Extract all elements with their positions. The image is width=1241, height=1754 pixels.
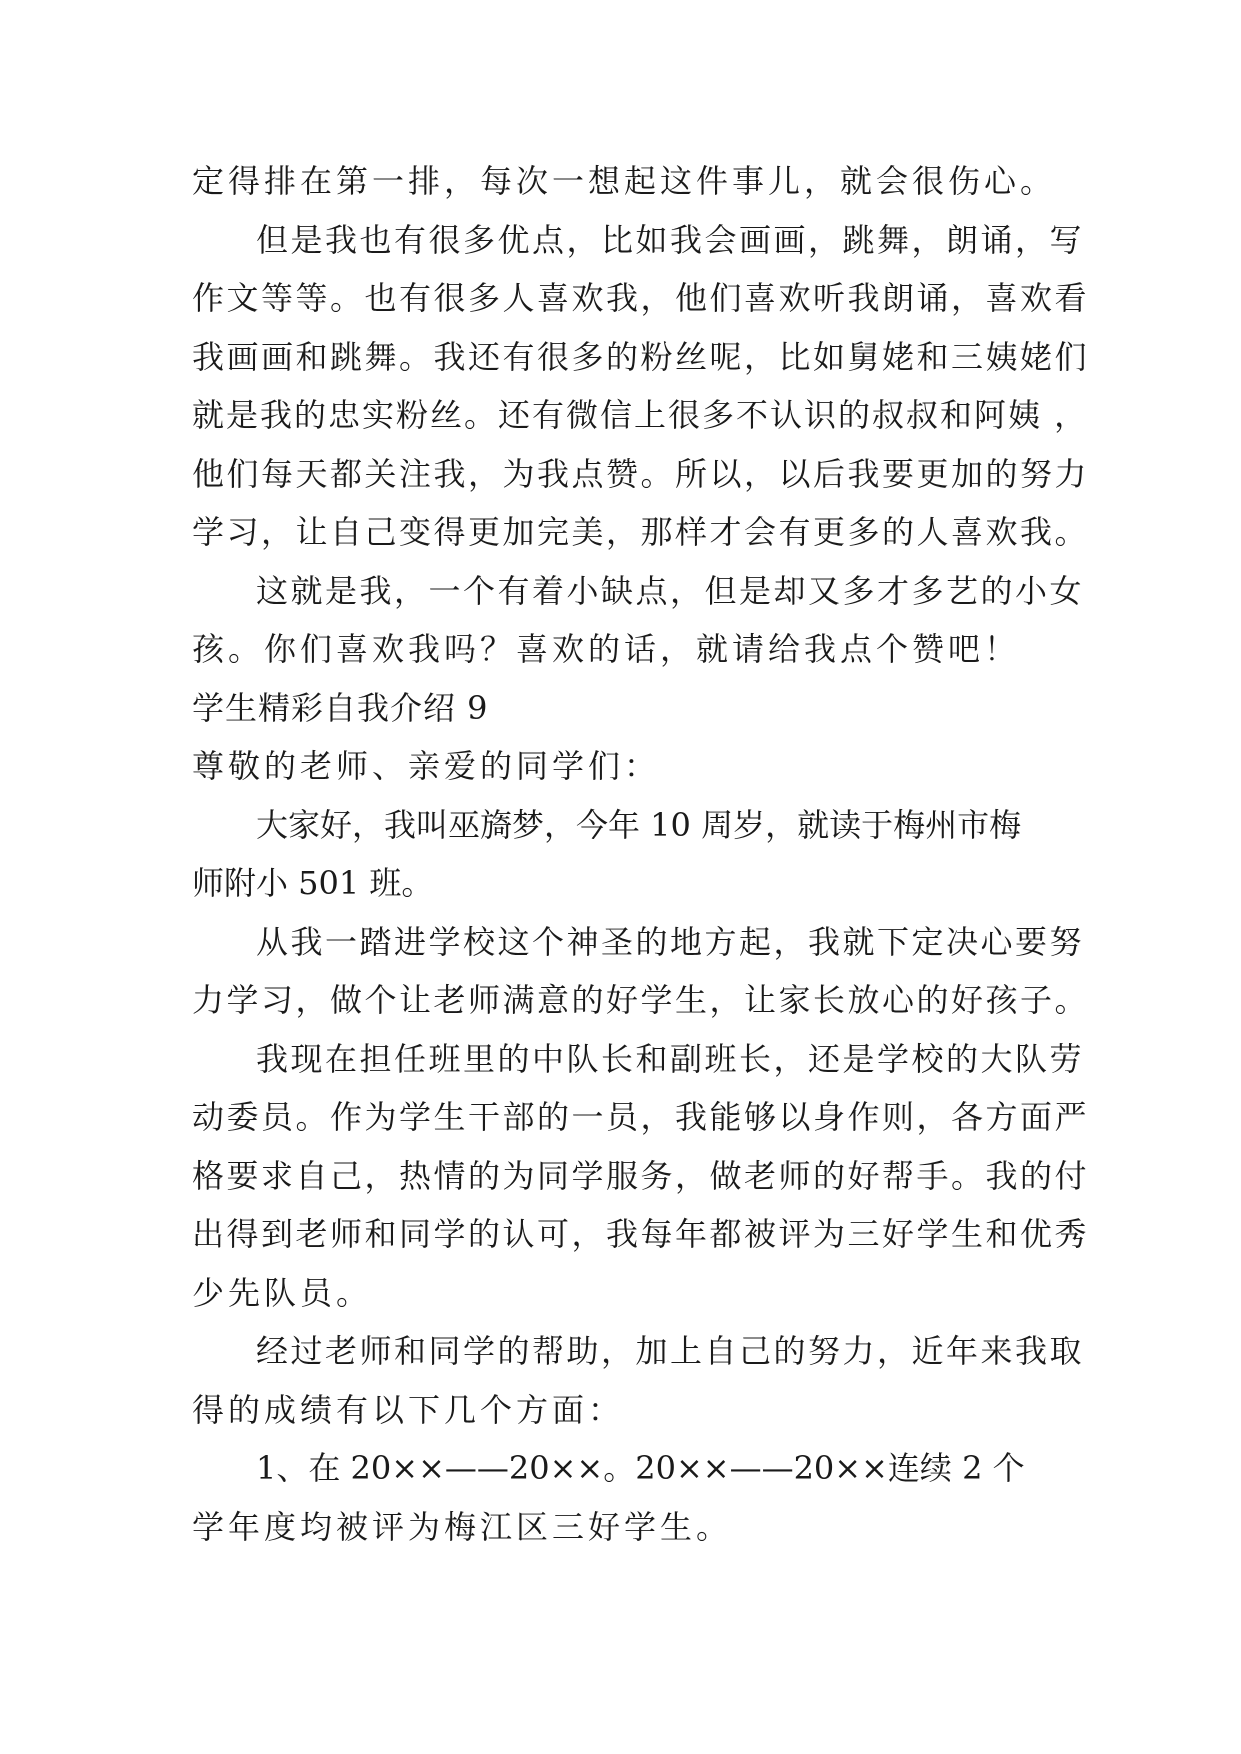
paragraph-line: 我现在担任班里的中队长和副班长，还是学校的大队劳 [256, 1039, 1085, 1078]
paragraph-line: 学习，让自己变得更加完美，那样才会有更多的人喜欢我。 [192, 513, 1090, 551]
paragraph-line: 师附小 501 班。 [192, 864, 434, 902]
paragraph-line: 得的成绩有以下几个方面： [192, 1390, 625, 1429]
paragraph-line: 但是我也有很多优点，比如我会画画，跳舞，朗诵，写 [256, 220, 1085, 259]
paragraph-line: 这就是我，一个有着小缺点，但是却又多才多艺的小女 [256, 571, 1085, 610]
salutation-line: 尊敬的老师、亲爱的同学们： [192, 747, 661, 785]
paragraph-line: 格要求自己，热情的为同学服务，做老师的好帮手。我的付 [192, 1156, 1090, 1195]
paragraph-line: 从我一踏进学校这个神圣的地方起，我就下定决心要努 [256, 922, 1085, 961]
paragraph-line: 就是我的忠实粉丝。还有微信上很多不认识的叔叔和阿姨 ， [192, 396, 1089, 434]
paragraph-line: 他们每天都关注我，为我点赞。所以，以后我要更加的努力 [192, 454, 1090, 493]
paragraph-line: 动委员。作为学生干部的一员，我能够以身作则，各方面严 [192, 1098, 1090, 1136]
paragraph-line: 出得到老师和同学的认可，我每年都被评为三好学生和优秀 [192, 1215, 1090, 1253]
list-item-line: 1、在 20××——20××。20××——20××连续 2 个 [256, 1449, 1025, 1487]
list-item-line: 学年度均被评为梅江区三好学生。 [192, 1507, 733, 1546]
paragraph-line: 少先队员。 [192, 1273, 373, 1312]
section-heading: 学生精彩自我介绍 9 [192, 688, 489, 727]
paragraph-line: 作文等等。也有很多人喜欢我，他们喜欢听我朗诵，喜欢看 [192, 279, 1090, 317]
paragraph-line: 我画画和跳舞。我还有很多的粉丝呢，比如舅姥和三姨姥们 [192, 337, 1090, 376]
paragraph-line: 孩。你们喜欢我吗？喜欢的话，就请给我点个赞吧！ [192, 630, 1021, 668]
paragraph-line: 力学习，做个让老师满意的好学生，让家长放心的好孩子。 [192, 981, 1090, 1019]
paragraph-line: 定得排在第一排，每次一想起这件事儿，就会很伤心。 [192, 162, 1057, 200]
paragraph-line: 大家好，我叫巫旖梦，今年 10 周岁，就读于梅州市梅 [256, 805, 1022, 844]
document-body [192, 152, 1092, 1556]
paragraph-line: 经过老师和同学的帮助，加上自己的努力，近年来我取 [256, 1332, 1085, 1370]
